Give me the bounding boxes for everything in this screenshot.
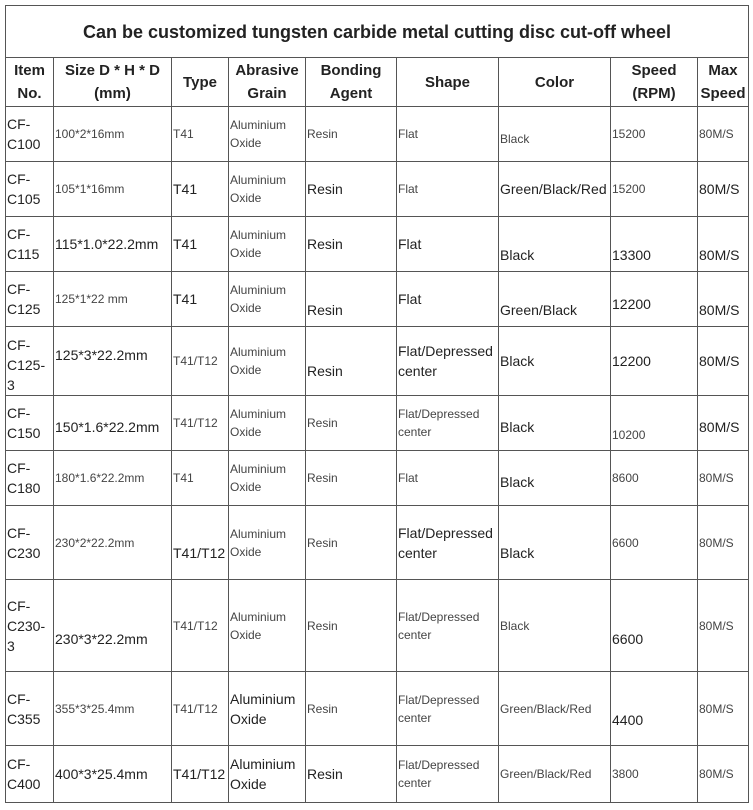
cell-type: T41/T12 [172,396,229,451]
cell-type: T41/T12 [172,580,229,672]
header-shape: Shape [397,58,499,107]
cell-grain: Aluminium Oxide [229,162,306,217]
cell-shape: Flat [397,451,499,506]
cell-max: 80M/S [698,580,749,672]
header-color: Color [499,58,611,107]
cell-bond: Resin [306,746,397,803]
cell-color: Green/Black/Red [499,162,611,217]
table-row [6,272,749,327]
cell-grain: Aluminium Oxide [229,396,306,451]
header-max: Max Speed [698,58,749,107]
cell-bond: Resin [306,396,397,451]
cell-speed: 4400 [611,672,698,746]
cell-shape: Flat [397,162,499,217]
table-row [6,506,749,580]
cell-speed: 10200 [611,396,698,451]
cell-bond: Resin [306,107,397,162]
table-row [6,396,749,451]
cell-speed: 13300 [611,217,698,272]
cell-shape: Flat/Depressed center [397,746,499,803]
cell-type: T41 [172,217,229,272]
cell-speed: 15200 [611,107,698,162]
cell-item: CF-C355 [6,672,54,746]
cell-grain: Aluminium Oxide [229,672,306,746]
cell-type: T41 [172,162,229,217]
cell-type: T41/T12 [172,327,229,396]
cell-shape: Flat/Depressed center [397,506,499,580]
cell-type: T41 [172,107,229,162]
cell-shape: Flat/Depressed center [397,396,499,451]
header-item: Item No. [6,58,54,107]
table-row [6,107,749,162]
cell-max: 80M/S [698,272,749,327]
cell-item: CF-C125-3 [6,327,54,396]
header-type: Type [172,58,229,107]
cell-max: 80M/S [698,672,749,746]
cell-item: CF-C125 [6,272,54,327]
cell-color: Black [499,451,611,506]
cell-speed: 15200 [611,162,698,217]
cell-max: 80M/S [698,162,749,217]
cell-color: Black [499,506,611,580]
cell-type: T41 [172,451,229,506]
cell-shape: Flat [397,272,499,327]
header-grain: Abrasive Grain [229,58,306,107]
header-bond: Bonding Agent [306,58,397,107]
cell-speed: 12200 [611,272,698,327]
cell-color: Black [499,217,611,272]
cell-shape: Flat/Depressed center [397,672,499,746]
cell-size: 180*1.6*22.2mm [54,451,172,506]
cell-shape: Flat [397,107,499,162]
cell-max: 80M/S [698,107,749,162]
table-row [6,217,749,272]
table-title: Can be customized tungsten carbide metal cutting disc cut-off wheel [6,6,749,58]
table-row [6,162,749,217]
cell-color: Green/Black/Red [499,672,611,746]
cell-bond: Resin [306,451,397,506]
cell-bond: Resin [306,162,397,217]
cell-grain: Aluminium Oxide [229,746,306,803]
cell-color: Green/Black/Red [499,746,611,803]
cell-color: Black [499,327,611,396]
cell-grain: Aluminium Oxide [229,580,306,672]
cell-color: Black [499,107,611,162]
cell-item: CF-C105 [6,162,54,217]
cell-size: 355*3*25.4mm [54,672,172,746]
cell-max: 80M/S [698,451,749,506]
cell-color: Green/Black [499,272,611,327]
cell-shape: Flat [397,217,499,272]
cell-bond: Resin [306,217,397,272]
table-row [6,327,749,396]
cell-size: 125*1*22 mm [54,272,172,327]
cell-item: CF-C230-3 [6,580,54,672]
cell-bond: Resin [306,327,397,396]
cell-shape: Flat/Depressed center [397,580,499,672]
cell-size: 105*1*16mm [54,162,172,217]
cell-max: 80M/S [698,506,749,580]
cell-size: 230*2*22.2mm [54,506,172,580]
cell-bond: Resin [306,672,397,746]
cell-type: T41/T12 [172,506,229,580]
cell-size: 125*3*22.2mm [54,327,172,396]
header-speed: Speed (RPM) [611,58,698,107]
cell-max: 80M/S [698,746,749,803]
table-row [6,672,749,746]
cell-size: 115*1.0*22.2mm [54,217,172,272]
cell-bond: Resin [306,506,397,580]
cell-grain: Aluminium Oxide [229,327,306,396]
cell-type: T41/T12 [172,746,229,803]
header-row [6,58,749,107]
cell-max: 80M/S [698,396,749,451]
cell-item: CF-C400 [6,746,54,803]
cell-size: 100*2*16mm [54,107,172,162]
cell-bond: Resin [306,272,397,327]
cell-item: CF-C180 [6,451,54,506]
cell-speed: 6600 [611,506,698,580]
cell-item: CF-C100 [6,107,54,162]
cell-grain: Aluminium Oxide [229,451,306,506]
table-row [6,580,749,672]
table-row [6,746,749,803]
cell-bond: Resin [306,580,397,672]
cell-grain: Aluminium Oxide [229,272,306,327]
cell-grain: Aluminium Oxide [229,217,306,272]
cell-type: T41/T12 [172,672,229,746]
cell-color: Black [499,580,611,672]
cell-color: Black [499,396,611,451]
product-spec-table [5,5,749,803]
cell-size: 150*1.6*22.2mm [54,396,172,451]
cell-speed: 3800 [611,746,698,803]
cell-grain: Aluminium Oxide [229,107,306,162]
table-row [6,451,749,506]
cell-speed: 6600 [611,580,698,672]
cell-shape: Flat/Depressed center [397,327,499,396]
cell-speed: 12200 [611,327,698,396]
header-size: Size D * H * D (mm) [54,58,172,107]
cell-max: 80M/S [698,327,749,396]
cell-size: 230*3*22.2mm [54,580,172,672]
cell-item: CF-C230 [6,506,54,580]
cell-speed: 8600 [611,451,698,506]
cell-item: CF-C150 [6,396,54,451]
cell-size: 400*3*25.4mm [54,746,172,803]
cell-type: T41 [172,272,229,327]
cell-item: CF-C115 [6,217,54,272]
cell-grain: Aluminium Oxide [229,506,306,580]
cell-max: 80M/S [698,217,749,272]
